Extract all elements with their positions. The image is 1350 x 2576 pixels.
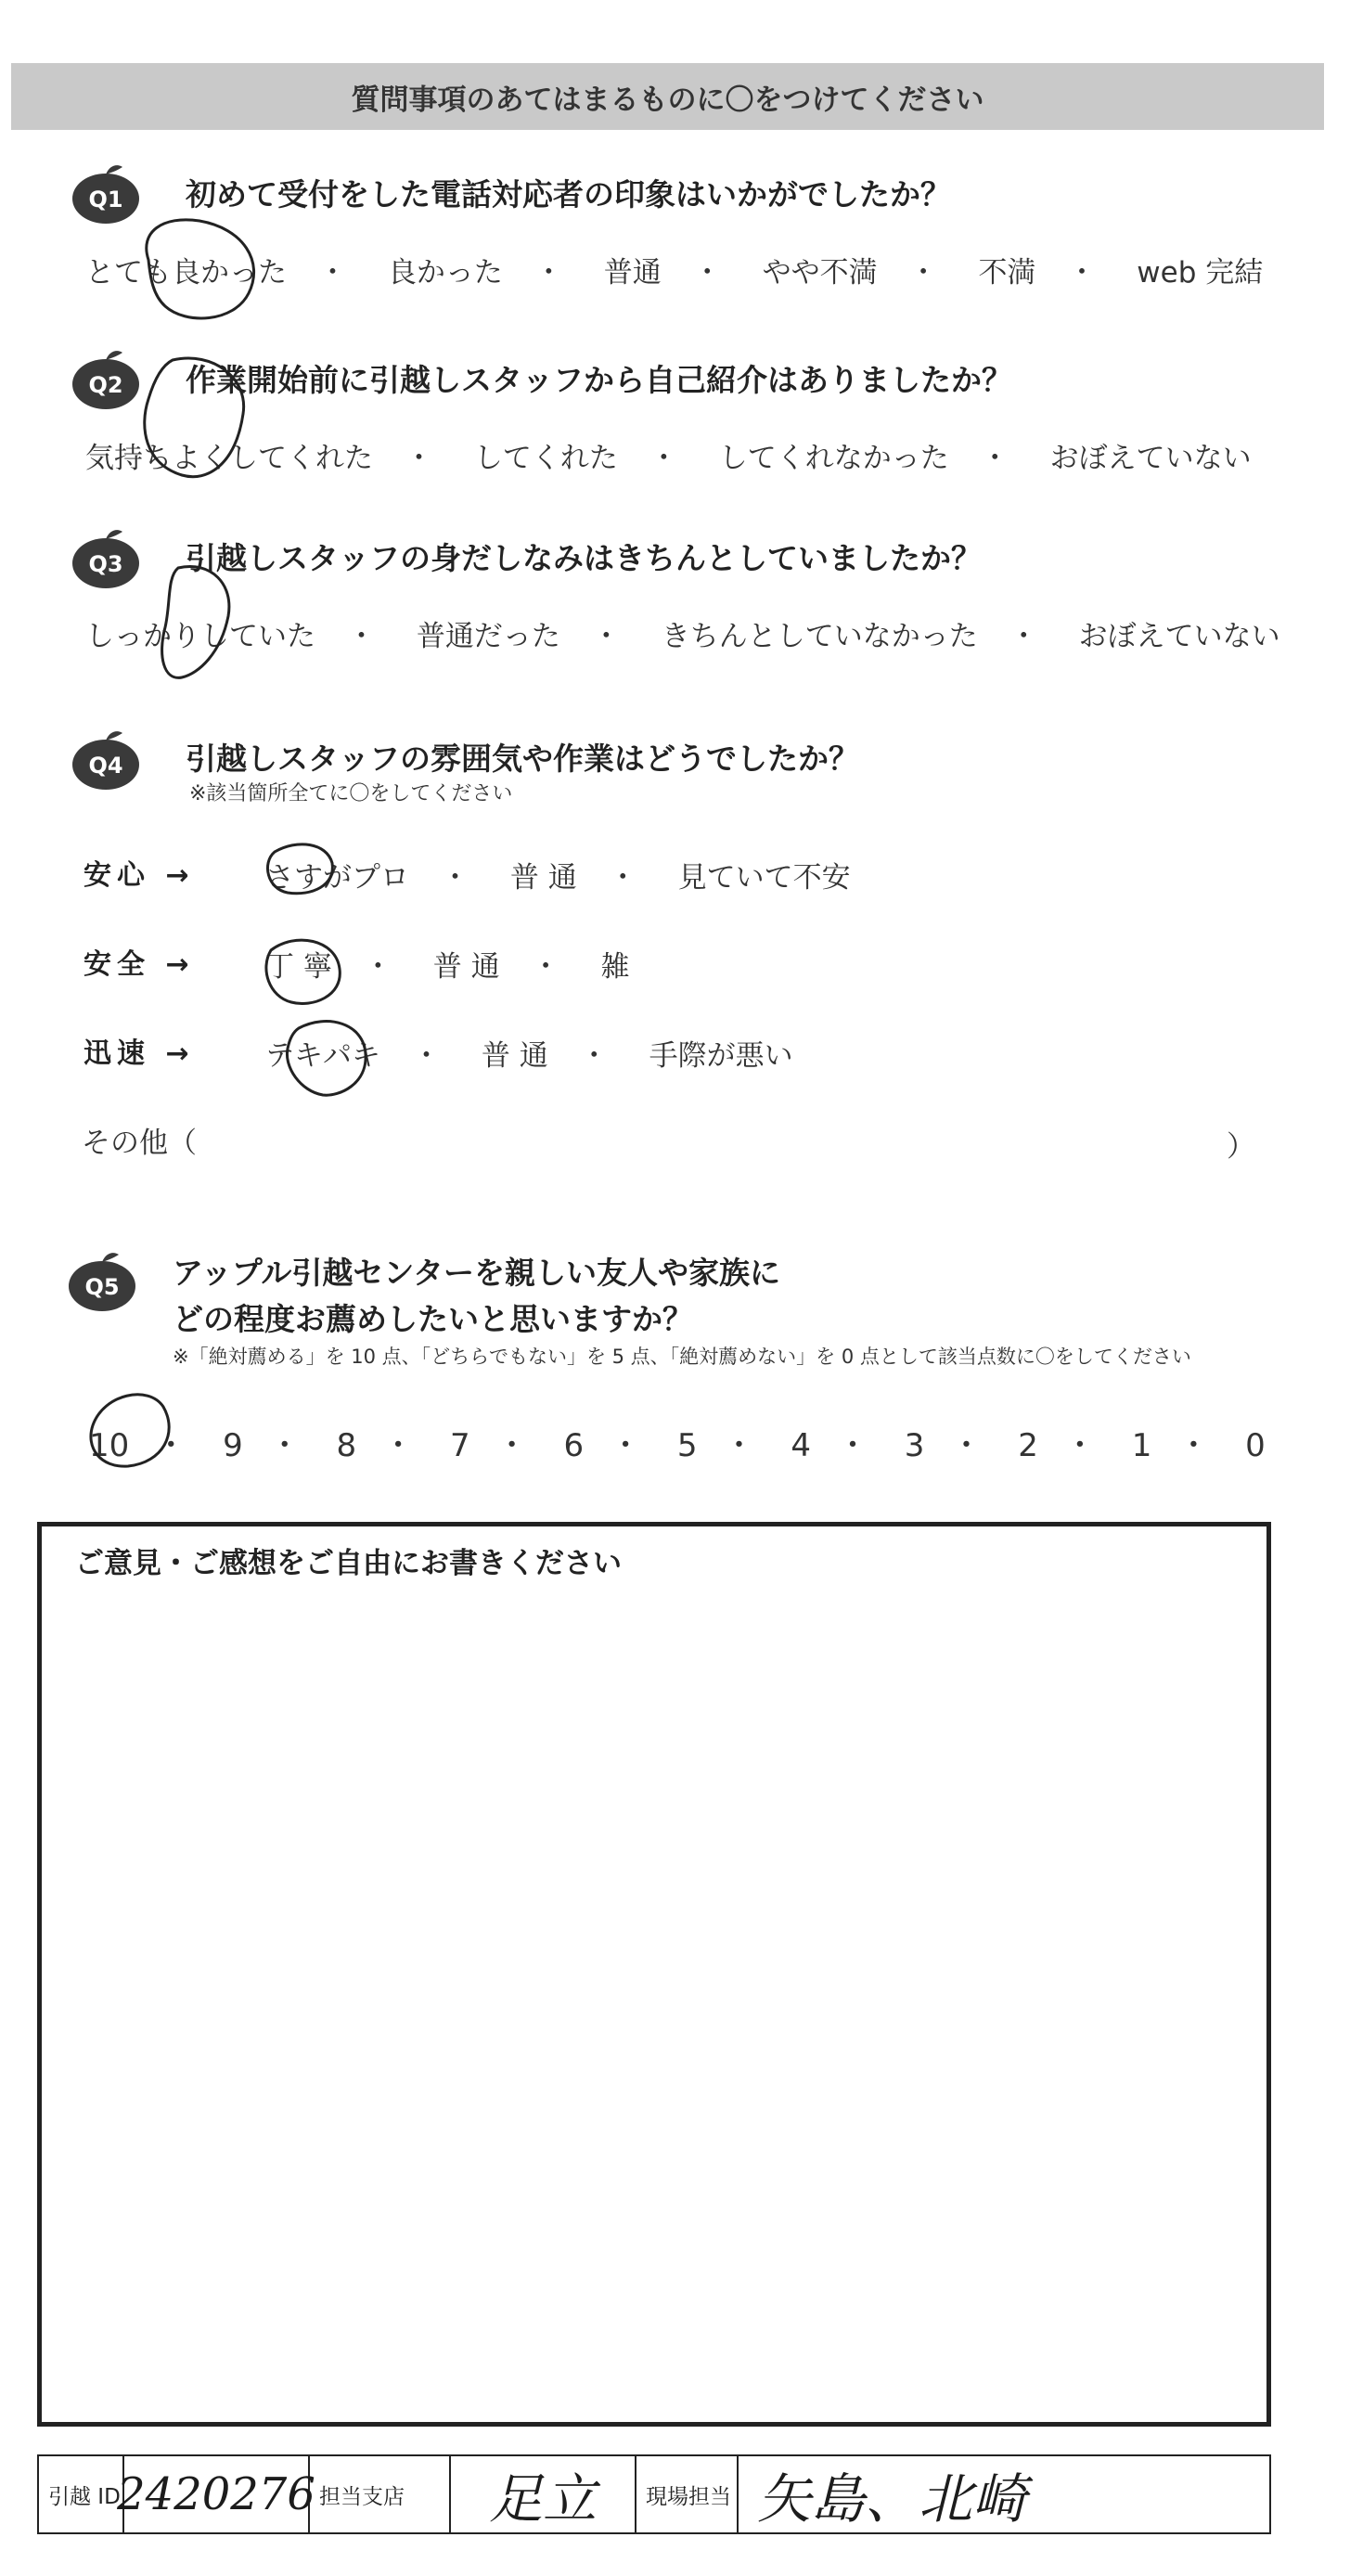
q4-other-label: その他（ [82,1127,197,1160]
q5-question-line1: アップル引越センターを親しい友人や家族に [173,1255,781,1291]
q4-row-label-anzen: 安全 → [84,948,195,981]
staff-value-cell[interactable] [739,2456,1269,2532]
q3-option[interactable]: 普通だった [416,620,560,653]
q2-option[interactable]: おぼえていない [1049,442,1252,475]
q1-options: とても良かった ・ 良かった ・ 普通 ・ やや不満 ・ 不満 ・ web 完結 [85,256,1264,290]
q5-score[interactable]: 4 [791,1427,811,1464]
q5-score[interactable]: 6 [563,1427,585,1464]
q2-option[interactable]: してくれなかった [718,442,949,475]
q4-option[interactable]: 普 通 [432,950,500,984]
q3-option[interactable]: しっかりしていた [85,620,315,653]
q4-note: ※該当箇所全てに〇をしてください [189,782,513,805]
q5-score[interactable]: 9 [223,1427,243,1464]
q5-score[interactable]: 2 [1018,1427,1038,1464]
svg-text:Q2: Q2 [88,372,123,398]
q5-scale: 10 ・ 9 ・ 8 ・ 7 ・ 6 ・ 5 ・ 4 ・ 3 ・ 2 ・ 1 ・ 0 [89,1427,1266,1464]
q4-row-anshin-options: さすがプロ ・ 普 通 ・ 見ていて不安 [265,861,851,895]
q5-badge [65,1247,139,1314]
q4-option[interactable]: 雑 [600,950,630,984]
q4-option[interactable]: 手際が悪い [649,1039,793,1073]
q3-badge [69,524,143,591]
svg-text:Q4: Q4 [88,753,123,779]
q4-option[interactable]: テキパキ [265,1039,380,1073]
footer-table [37,2454,1271,2534]
q4-other-close: ） [1227,1130,1255,1164]
q5-score[interactable]: 1 [1131,1427,1152,1464]
q1-option[interactable]: 不満 [978,256,1036,290]
q4-row-label-anshin: 安心 → [84,859,195,892]
q3-option[interactable]: おぼえていない [1078,620,1280,653]
q2-options: 気持ちよくしてくれた ・ してくれた ・ してくれなかった ・ おぼえていない [85,442,1252,475]
q3-options: しっかりしていた ・ 普通だった ・ きちんとしていなかった ・ おぼえていない [85,620,1280,653]
q5-score[interactable]: 0 [1245,1427,1266,1464]
q2-question: 作業開始前に引越しスタッフから自己紹介はありましたか？ [186,362,1012,398]
q1-option[interactable]: 普通 [603,256,662,290]
svg-text:Q1: Q1 [88,187,123,213]
staff-label-cell [636,2456,739,2532]
q5-score[interactable]: 8 [336,1427,357,1464]
q1-option[interactable]: とても良かった [85,256,287,290]
q1-option[interactable]: web 完結 [1137,256,1264,290]
q5-note: ※「絶対薦める」を 10 点、「どちらでもない」を 5 点、「絶対薦めない」を 0 点として該当点数に〇をしてください [173,1346,1191,1368]
q1-question: 初めて受付をした電話対応者の印象はいかがでしたか？ [186,176,951,213]
q5-score[interactable]: 7 [449,1427,470,1464]
svg-text:Q5: Q5 [84,1274,120,1300]
q4-option[interactable]: 見ていて不安 [677,861,851,895]
svg-text:Q3: Q3 [88,551,123,577]
move-id-value: 2420276 [117,2468,315,2520]
branch-value: 足立 [488,2467,597,2531]
branch-label: 担当支店 [319,2484,405,2509]
q4-option[interactable]: 丁 寧 [265,950,332,984]
q3-option[interactable]: きちんとしていなかった [661,620,978,653]
q5-score[interactable]: 10 [89,1427,130,1464]
branch-label-cell [310,2456,451,2532]
move-id-label-cell [39,2456,124,2532]
q4-row-jinsoku-options: テキパキ ・ 普 通 ・ 手際が悪い [265,1039,793,1073]
branch-value-cell[interactable] [451,2456,636,2532]
q5-score[interactable]: 3 [904,1427,925,1464]
q2-option[interactable]: してくれた [473,442,618,475]
q4-row-anzen-options: 丁 寧 ・ 普 通 ・ 雑 [265,950,630,984]
q4-option[interactable]: 普 通 [509,861,577,895]
q4-row-label-jinsoku: 迅速 → [84,1037,195,1070]
q1-badge [69,160,143,226]
q3-question: 引越しスタッフの身だしなみはきちんとしていましたか？ [186,540,982,576]
q4-other-input[interactable] [204,1127,1215,1154]
move-id-value-cell[interactable] [117,2456,315,2532]
q5-question-line2: どの程度お薦めしたいと思いますか？ [173,1301,693,1337]
q4-option[interactable]: 普 通 [481,1039,548,1073]
comment-box[interactable] [37,1522,1271,2427]
comment-title: ご意見・ご感想をご自由にお書きください [75,1547,622,1580]
q2-option[interactable]: 気持ちよくしてくれた [85,442,373,475]
q1-option[interactable]: やや不満 [762,256,878,290]
q4-badge [69,726,143,792]
q4-option[interactable]: さすがプロ [265,861,409,895]
comment-body[interactable] [75,1591,1239,2403]
q5-score[interactable]: 5 [676,1427,698,1464]
staff-value: 矢島、北崎 [757,2467,1027,2531]
page-title: 質問事項のあてはまるものに〇をつけてください [351,83,984,117]
move-id-label: 引越 ID [48,2484,121,2509]
header-bar [11,63,1324,130]
q1-option[interactable]: 良かった [387,256,503,290]
q4-question: 引越しスタッフの雰囲気や作業はどうでしたか？ [186,741,859,777]
staff-label: 現場担当 [646,2484,731,2509]
q2-badge [69,345,143,412]
